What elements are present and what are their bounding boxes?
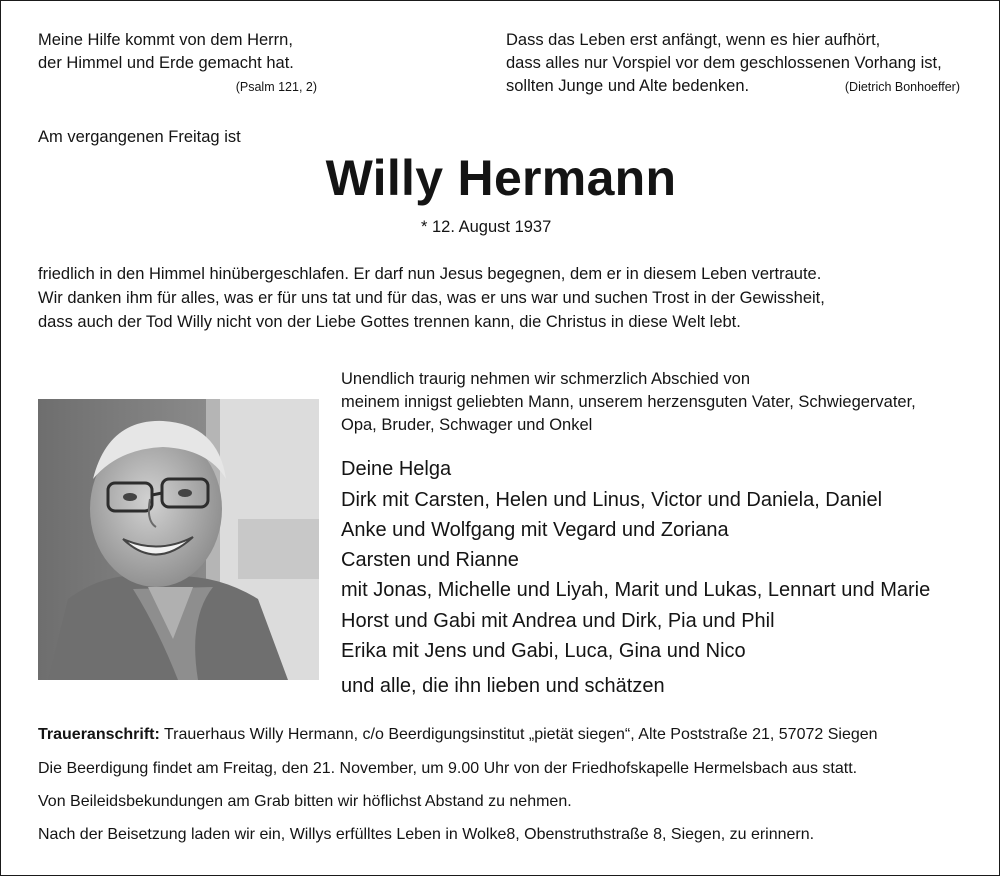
family-line-8: und alle, die ihn lieben und schätzen	[341, 675, 665, 697]
family-line-7: Erika mit Jens und Gabi, Luca, Gina und Nico	[341, 640, 746, 662]
verse-right-line-2: dass alles nur Vorspiel vor dem geschlossenen Vorhang ist,	[506, 54, 942, 72]
verse-left-citation: (Psalm 121, 2)	[235, 80, 317, 94]
verse-right-line-1: Dass das Leben erst anfängt, wenn es hier aufhört,	[506, 31, 881, 49]
announcement-text-line-1: friedlich in den Himmel hinübergeschlafen. Er darf nun Jesus begegnen, dem er in diesem Leben vertraute.	[38, 265, 822, 283]
family-line-3: Anke und Wolfgang mit Vegard und Zoriana	[341, 519, 729, 541]
address-label: Traueranschrift:	[38, 726, 160, 743]
family-line-2: Dirk mit Carsten, Helen und Linus, Victor und Daniela, Daniel	[341, 489, 883, 511]
announcement-intro: Am vergangenen Freitag ist	[38, 128, 241, 146]
verse-left-line-1: Meine Hilfe kommt von dem Herrn,	[38, 31, 293, 49]
invitation-line: Nach der Beisetzung laden wir ein, Willys erfülltes Leben in Wolke8, Obenstruthstraße 8, Siegen, zu erinnern.	[38, 826, 815, 843]
verse-right-line-3: sollten Junge und Alte bedenken.	[506, 77, 750, 95]
mourning-intro-line-3: Opa, Bruder, Schwager und Onkel	[341, 416, 593, 434]
condolence-line: Von Beileidsbekundungen am Grab bitten wir höflichst Abstand zu nehmen.	[38, 793, 572, 810]
family-line-1: Deine Helga	[341, 458, 452, 480]
funeral-line: Die Beerdigung findet am Freitag, den 21. November, um 9.00 Uhr von der Friedhofskapelle Hermelsbach aus statt.	[38, 760, 858, 777]
address-text: Trauerhaus Willy Hermann, c/o Beerdigungsinstitut „pietät siegen“, Alte Poststraße 21, 57072 Siegen	[159, 726, 878, 743]
portrait-image	[38, 399, 319, 680]
portrait-photo	[38, 399, 319, 680]
family-line-5: mit Jonas, Michelle und Liyah, Marit und Lukas, Lennart und Marie	[341, 579, 931, 601]
deceased-name: Willy Hermann	[325, 150, 677, 206]
address-line	[38, 726, 878, 744]
mourning-intro-line-1: Unendlich traurig nehmen wir schmerzlich Abschied von	[341, 370, 751, 388]
birth-date: * 12. August 1937	[421, 218, 552, 236]
family-line-6: Horst und Gabi mit Andrea und Dirk, Pia und Phil	[341, 610, 775, 632]
verse-right-citation: (Dietrich Bonhoeffer)	[844, 80, 960, 94]
announcement-text-line-2: Wir danken ihm für alles, was er für uns tat und für das, was er uns war und suchen Trost in der Gewissheit,	[38, 289, 825, 307]
announcement-text-line-3: dass auch der Tod Willy nicht von der Liebe Gottes trennen kann, die Christus in diese Welt lebt.	[38, 313, 741, 331]
family-line-4: Carsten und Rianne	[341, 549, 519, 571]
mourning-intro-line-2: meinem innigst geliebten Mann, unserem herzensguten Vater, Schwiegervater,	[341, 393, 916, 411]
verse-left-line-2: der Himmel und Erde gemacht hat.	[38, 54, 294, 72]
